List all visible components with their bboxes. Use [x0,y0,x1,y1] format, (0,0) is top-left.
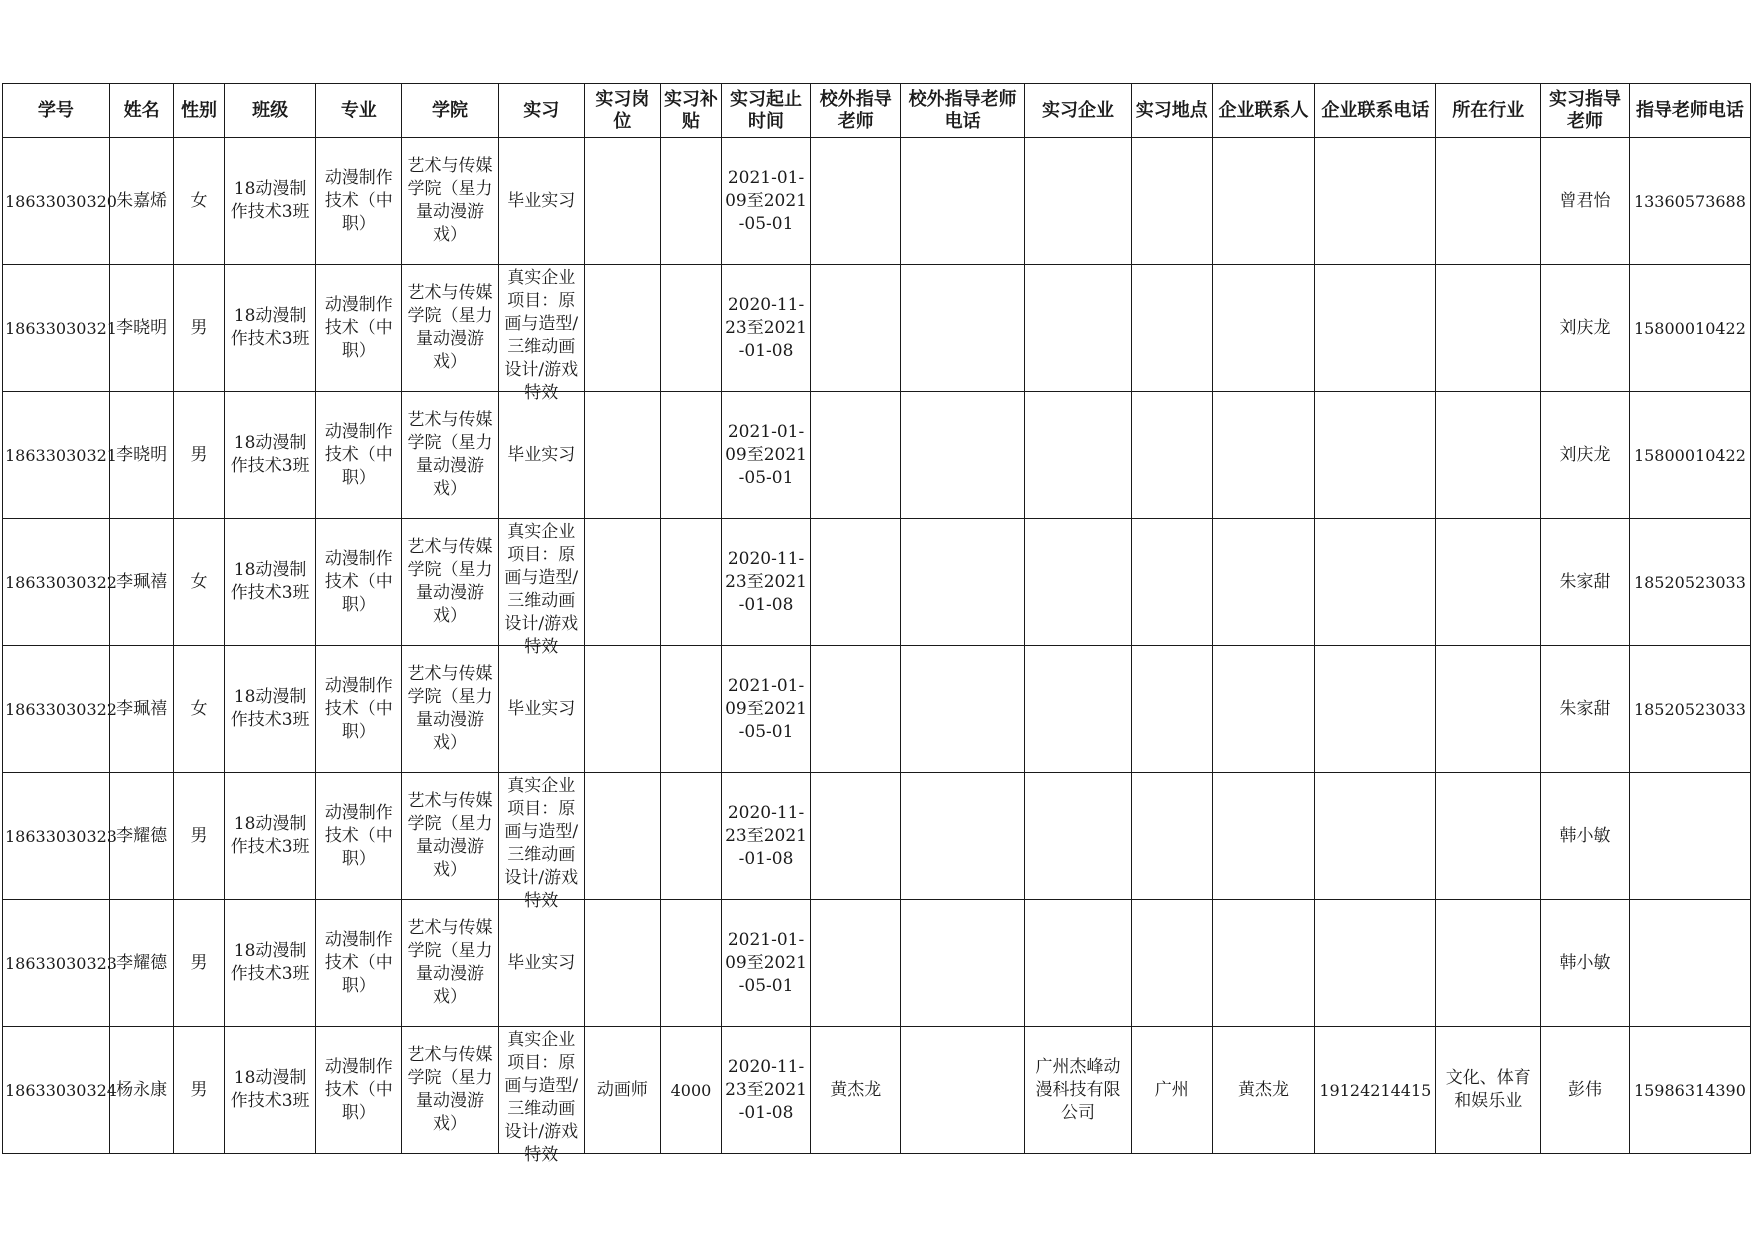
cell-internship-advisor [1541,392,1630,519]
cell-text: 真实企业项目：原画与造型/三维动画设计/游戏特效 [504,267,579,403]
cell-advisor-phone [1629,646,1750,773]
cell-text: 15800010422 [1633,445,1746,465]
column-header-student-id: 学号 [3,84,110,138]
cell-text: 男 [190,952,208,973]
table-header [3,84,1751,138]
cell-major [316,265,402,392]
cell-gender [174,392,224,519]
cell-name [109,900,174,1027]
cell-college [402,900,499,1027]
column-header-internship-allowance: 实习补贴 [661,84,721,138]
cell-class [224,646,316,773]
cell-text: 动画师 [596,1079,648,1100]
cell-text: 刘庆龙 [1559,444,1611,465]
cell-class [224,392,316,519]
cell-external-advisor [811,900,901,1027]
cell-text: 男 [190,444,208,465]
cell-industry [1436,138,1541,265]
cell-name [109,646,174,773]
cell-college [402,265,499,392]
cell-text: 真实企业项目：原画与造型/三维动画设计/游戏特效 [504,775,579,911]
column-header-internship-location: 实习地点 [1131,84,1212,138]
cell-text: 艺术与传媒学院（星力量动漫游戏） [407,410,493,499]
cell-industry [1436,646,1541,773]
cell-company-contact-phone [1315,646,1436,773]
column-header-internship-post: 实习岗位 [584,84,661,138]
cell-external-advisor-phone [901,646,1025,773]
cell-internship-allowance [661,265,721,392]
cell-text: 18动漫制作技术3班 [230,179,310,222]
cell-text: 18633030324 [5,1080,117,1100]
cell-text: 18动漫制作技术3班 [230,687,310,730]
cell-text: 动漫制作技术（中职） [324,294,393,361]
cell-industry [1436,900,1541,1027]
cell-internship-allowance [661,138,721,265]
cell-text: 动漫制作技术（中职） [324,167,393,234]
cell-college [402,519,499,646]
cell-text: 女 [190,698,208,719]
cell-college [402,773,499,900]
cell-internship-company [1025,138,1132,265]
column-header-external-advisor-phone: 校外指导老师电话 [901,84,1025,138]
cell-internship-company [1025,773,1132,900]
cell-advisor-phone [1629,265,1750,392]
cell-college [402,138,499,265]
cell-text: 彭伟 [1568,1079,1603,1100]
cell-external-advisor-phone [901,265,1025,392]
cell-text: 动漫制作技术（中职） [324,1056,393,1123]
cell-text: 动漫制作技术（中职） [324,929,393,996]
cell-external-advisor-phone [901,1027,1025,1154]
cell-internship-advisor [1541,773,1630,900]
cell-text: 朱家甜 [1559,571,1611,592]
cell-college [402,646,499,773]
cell-text: 18633030321 [5,318,117,338]
cell-major [316,392,402,519]
cell-text: 艺术与传媒学院（星力量动漫游戏） [407,1045,493,1134]
cell-company-contact-phone [1315,392,1436,519]
cell-student-id [3,773,117,900]
cell-student-id [3,265,117,392]
cell-internship-period [721,773,811,900]
cell-text: 15800010422 [1633,318,1746,338]
cell-internship [498,900,584,1027]
column-header-advisor-phone: 指导老师电话 [1629,84,1750,138]
cell-advisor-phone [1629,773,1750,900]
cell-text: 18633030321 [5,445,117,465]
cell-gender [174,519,224,646]
cell-text: 李晓明 [116,317,168,338]
cell-internship-advisor [1541,519,1630,646]
cell-gender [174,1027,224,1154]
cell-text: 朱家甜 [1559,698,1611,719]
cell-internship [498,265,584,403]
cell-text: 李珮禧 [116,571,168,592]
cell-company-contact-phone [1315,1027,1436,1154]
cell-major [316,1027,402,1154]
cell-text: 女 [190,571,208,592]
cell-text: 18动漫制作技术3班 [230,814,310,857]
cell-text: 18动漫制作技术3班 [230,560,310,603]
cell-internship-period [721,138,811,265]
column-header-company-contact-phone: 企业联系电话 [1315,84,1436,138]
cell-external-advisor-phone [901,392,1025,519]
cell-internship-location [1131,519,1212,646]
cell-text: 19124214415 [1319,1080,1432,1100]
cell-external-advisor [811,519,901,646]
cell-major [316,900,402,1027]
cell-text: 杨永康 [116,1079,168,1100]
cell-internship-post [584,265,661,392]
table-body [3,138,1751,1165]
cell-company-contact-phone [1315,265,1436,392]
cell-advisor-phone [1629,519,1750,646]
cell-company-contact-phone [1315,138,1436,265]
cell-student-id [3,392,117,519]
cell-name [109,773,174,900]
cell-text: 18520523033 [1633,572,1746,592]
cell-company-contact [1212,392,1315,519]
cell-text: 2021-01-09至2021-05-01 [725,929,807,996]
table-row [3,900,1751,1027]
cell-internship-company [1025,646,1132,773]
table-row [3,646,1751,773]
cell-class [224,1027,316,1154]
cell-industry [1436,392,1541,519]
table-row [3,519,1751,646]
cell-company-contact [1212,519,1315,646]
cell-class [224,900,316,1027]
cell-internship [498,773,584,911]
cell-text: 艺术与传媒学院（星力量动漫游戏） [407,156,493,245]
cell-text: 广州 [1154,1079,1189,1100]
cell-text: 男 [190,1079,208,1100]
cell-text: 李耀德 [116,952,168,973]
cell-internship-allowance [661,773,721,900]
cell-text: 韩小敏 [1559,952,1611,973]
cell-major [316,519,402,646]
cell-text: 2020-11-23至2021-01-08 [725,548,807,615]
cell-internship-post [584,646,661,773]
cell-text: 真实企业项目：原画与造型/三维动画设计/游戏特效 [504,1029,579,1165]
cell-internship-company [1025,1027,1132,1154]
cell-advisor-phone [1629,392,1750,519]
cell-internship [498,646,584,773]
cell-text: 18动漫制作技术3班 [230,941,310,984]
cell-text: 13360573688 [1633,191,1746,211]
cell-internship-period [721,519,811,646]
cell-text: 黄杰龙 [830,1079,882,1100]
cell-text: 女 [190,190,208,211]
cell-text: 朱嘉烯 [116,190,168,211]
cell-company-contact-phone [1315,773,1436,900]
cell-external-advisor [811,646,901,773]
cell-text: 广州杰峰动漫科技有限公司 [1035,1056,1121,1123]
cell-company-contact-phone [1315,519,1436,646]
cell-internship-location [1131,138,1212,265]
cell-text: 2020-11-23至2021-01-08 [725,294,807,361]
cell-text: 15986314390 [1633,1080,1746,1100]
cell-internship-location [1131,773,1212,900]
header-row [3,84,1751,138]
cell-name [109,392,174,519]
cell-text: 曾君怡 [1559,190,1611,211]
cell-internship-location [1131,392,1212,519]
column-header-internship-advisor: 实习指导老师 [1541,84,1630,138]
cell-internship-allowance [661,519,721,646]
cell-student-id [3,1027,117,1154]
cell-internship-post [584,1027,661,1154]
cell-internship-company [1025,392,1132,519]
cell-internship-allowance [661,646,721,773]
column-header-internship: 实习 [498,84,584,138]
cell-internship-period [721,900,811,1027]
cell-industry [1436,773,1541,900]
column-header-name: 姓名 [109,84,174,138]
cell-internship-company [1025,265,1132,392]
cell-gender [174,138,224,265]
cell-text: 18633030323 [5,953,117,973]
cell-text: 李晓明 [116,444,168,465]
cell-gender [174,900,224,1027]
cell-internship-allowance [661,392,721,519]
cell-text: 18动漫制作技术3班 [230,433,310,476]
cell-name [109,265,174,392]
cell-external-advisor [811,265,901,392]
table-row [3,265,1751,392]
cell-advisor-phone [1629,138,1750,265]
cell-student-id [3,900,117,1027]
cell-internship-location [1131,265,1212,392]
cell-internship-post [584,900,661,1027]
column-header-gender: 性别 [174,84,224,138]
cell-text: 动漫制作技术（中职） [324,421,393,488]
cell-internship-advisor [1541,1027,1630,1154]
cell-class [224,773,316,900]
table-row [3,138,1751,265]
cell-internship-post [584,773,661,900]
internship-table [2,83,1751,1165]
column-header-industry: 所在行业 [1436,84,1541,138]
cell-text: 李耀德 [116,825,168,846]
cell-internship-period [721,1027,811,1154]
cell-internship-period [721,392,811,519]
cell-company-contact [1212,138,1315,265]
cell-text: 男 [190,317,208,338]
cell-internship-advisor [1541,138,1630,265]
cell-name [109,1027,174,1154]
cell-major [316,773,402,900]
cell-name [109,138,174,265]
cell-text: 18633030322 [5,699,117,719]
column-header-college: 学院 [402,84,499,138]
cell-text: 艺术与传媒学院（星力量动漫游戏） [407,791,493,880]
cell-student-id [3,519,117,646]
cell-text: 黄杰龙 [1237,1079,1289,1100]
cell-company-contact [1212,900,1315,1027]
cell-student-id [3,138,117,265]
cell-company-contact [1212,646,1315,773]
column-header-internship-company: 实习企业 [1025,84,1132,138]
cell-text: 艺术与传媒学院（星力量动漫游戏） [407,664,493,753]
cell-external-advisor [811,1027,901,1154]
column-header-class: 班级 [224,84,316,138]
cell-company-contact [1212,265,1315,392]
table-row [3,1027,1751,1154]
cell-industry [1436,519,1541,646]
cell-internship-allowance [661,1027,721,1154]
cell-internship-advisor [1541,646,1630,773]
cell-company-contact [1212,773,1315,900]
cell-text: 2020-11-23至2021-01-08 [725,1056,807,1123]
cell-industry [1436,265,1541,392]
cell-text: 韩小敏 [1559,825,1611,846]
cell-text: 2021-01-09至2021-05-01 [725,167,807,234]
cell-text: 18633030322 [5,572,117,592]
cell-college [402,1027,499,1154]
cell-company-contact-phone [1315,900,1436,1027]
cell-external-advisor-phone [901,773,1025,900]
cell-external-advisor-phone [901,138,1025,265]
table-row [3,392,1751,519]
cell-internship-post [584,138,661,265]
cell-major [316,646,402,773]
cell-internship-company [1025,519,1132,646]
cell-text: 李珮禧 [116,698,168,719]
cell-text: 18633030323 [5,826,117,846]
cell-internship-period [721,265,811,392]
cell-internship-period [721,646,811,773]
cell-gender [174,265,224,392]
table-row [3,773,1751,900]
cell-internship-company [1025,900,1132,1027]
cell-internship [498,519,584,657]
cell-text: 毕业实习 [507,190,576,211]
cell-internship-advisor [1541,265,1630,392]
cell-text: 毕业实习 [507,698,576,719]
cell-internship-post [584,392,661,519]
cell-internship-post [584,519,661,646]
cell-internship-location [1131,900,1212,1027]
cell-text: 男 [190,825,208,846]
cell-text: 18动漫制作技术3班 [230,306,310,349]
cell-text: 文化、体育和娱乐业 [1445,1068,1531,1111]
cell-text: 2020-11-23至2021-01-08 [725,802,807,869]
cell-advisor-phone [1629,1027,1750,1154]
cell-external-advisor [811,773,901,900]
cell-internship [498,1027,584,1165]
cell-class [224,519,316,646]
cell-college [402,392,499,519]
cell-major [316,138,402,265]
column-header-internship-period: 实习起止时间 [721,84,811,138]
cell-external-advisor [811,138,901,265]
cell-text: 动漫制作技术（中职） [324,802,393,869]
cell-class [224,138,316,265]
cell-external-advisor [811,392,901,519]
cell-internship-allowance [661,900,721,1027]
cell-internship [498,138,584,265]
cell-class [224,265,316,392]
cell-external-advisor-phone [901,519,1025,646]
cell-text: 动漫制作技术（中职） [324,548,393,615]
cell-gender [174,773,224,900]
cell-internship-location [1131,1027,1212,1154]
column-header-company-contact: 企业联系人 [1212,84,1315,138]
cell-industry [1436,1027,1541,1154]
cell-advisor-phone [1629,900,1750,1027]
column-header-external-advisor: 校外指导老师 [811,84,901,138]
cell-text: 2021-01-09至2021-05-01 [725,421,807,488]
cell-text: 动漫制作技术（中职） [324,675,393,742]
cell-internship-advisor [1541,900,1630,1027]
cell-text: 18633030320 [5,191,117,211]
cell-text: 18520523033 [1633,699,1746,719]
cell-text: 2021-01-09至2021-05-01 [725,675,807,742]
cell-internship-location [1131,646,1212,773]
cell-text: 真实企业项目：原画与造型/三维动画设计/游戏特效 [504,521,579,657]
cell-text: 艺术与传媒学院（星力量动漫游戏） [407,283,493,372]
cell-company-contact [1212,1027,1315,1154]
cell-student-id [3,646,117,773]
cell-text: 毕业实习 [507,444,576,465]
cell-text: 艺术与传媒学院（星力量动漫游戏） [407,918,493,1007]
column-header-major: 专业 [316,84,402,138]
cell-text: 刘庆龙 [1559,317,1611,338]
cell-text: 艺术与传媒学院（星力量动漫游戏） [407,537,493,626]
cell-internship [498,392,584,519]
cell-text: 4000 [670,1080,712,1100]
cell-text: 毕业实习 [507,952,576,973]
cell-external-advisor-phone [901,900,1025,1027]
cell-text: 18动漫制作技术3班 [230,1068,310,1111]
cell-gender [174,646,224,773]
cell-name [109,519,174,646]
